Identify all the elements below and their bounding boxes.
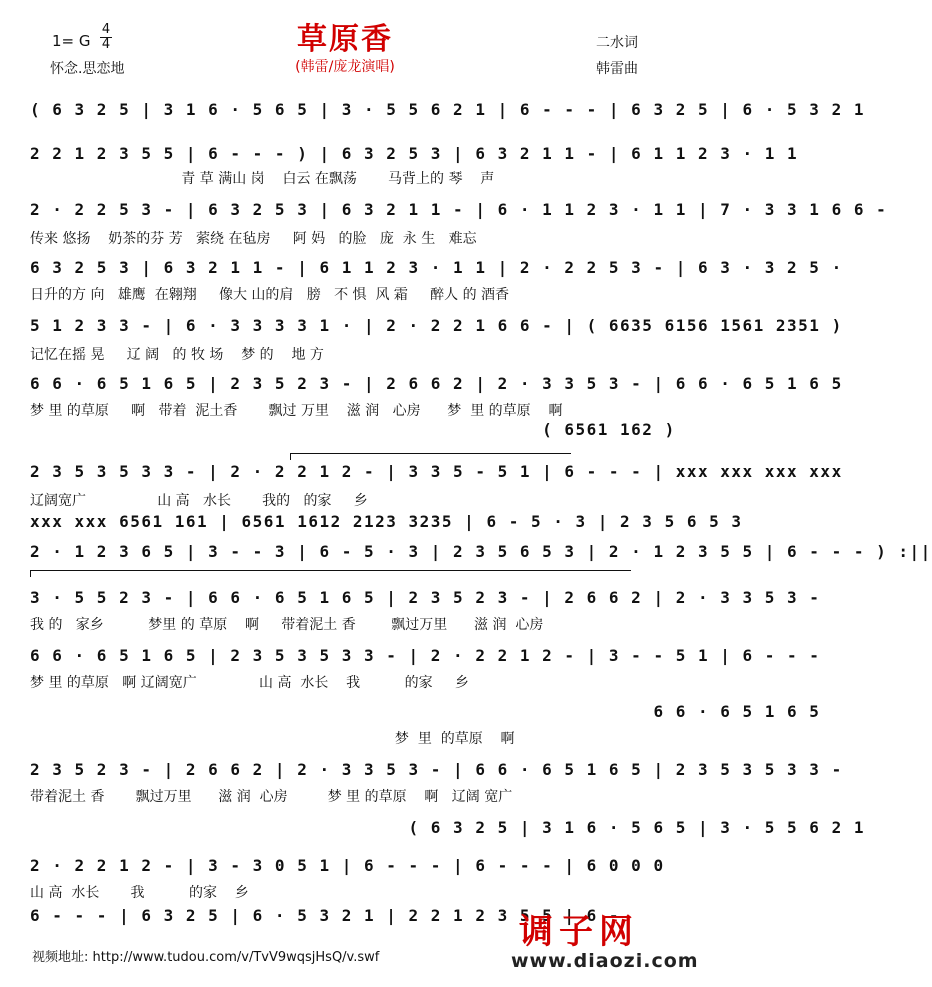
watermark-url: www.diaozi.com bbox=[511, 950, 699, 972]
second-ending-bracket bbox=[30, 570, 631, 577]
watermark-title: 调子网 bbox=[519, 912, 639, 952]
score-row-1-notes: ( 6 3 2 5 | 3 1 6 · 5 6 5 | 3 · 5 5 6 2 1 | 6 - - - | 6 3 2 5 | 6 · 5 3 2 1 bbox=[30, 100, 865, 119]
score-row-9-notes: 2 · 1 2 3 6 5 | 3 - - 3 | 6 - 5 · 3 | 2 3 5 6 5 3 | 2 · 1 2 3 5 5 | 6 - - - ) :|| bbox=[30, 542, 932, 561]
score-row-6-notes: 6 6 · 6 5 1 6 5 | 2 3 5 2 3 - | 2 6 6 2 | 2 · 3 3 5 3 - | 6 6 · 6 5 1 6 5 bbox=[30, 374, 843, 393]
lyricist-credit: 二水词 bbox=[596, 35, 638, 51]
video-address bbox=[32, 946, 379, 965]
singers-credit: (韩雷/庞龙演唱) bbox=[295, 59, 395, 75]
score-row-14-notes: 2 · 2 2 1 2 - | 3 - 3 0 5 1 | 6 - - - | 6 - - - | 6 0 0 0 bbox=[30, 856, 665, 875]
video-address-label: 视频地址: bbox=[32, 950, 89, 965]
score-row-3-notes: 2 · 2 2 5 3 - | 6 3 2 5 3 | 6 3 2 1 1 - | 6 · 1 1 2 3 · 1 1 | 7 · 3 3 1 6 6 - bbox=[30, 200, 888, 219]
score-row-2-lyrics: 青 草 满山 岗 白云 在飘荡 马背上的 琴 声 bbox=[30, 171, 495, 187]
score-row-7-notes: 2 3 5 3 5 3 3 - | 2 · 2 2 1 2 - | 3 3 5 - 5 1 | 6 - - - | xxx xxx xxx xxx bbox=[30, 462, 843, 481]
time-signature-bottom: 4 bbox=[101, 37, 111, 52]
time-signature bbox=[100, 24, 112, 51]
score-row-2-notes: 2 2 1 2 3 5 5 | 6 - - - ) | 6 3 2 5 3 | 6 3 2 1 1 - | 6 1 1 2 3 · 1 1 bbox=[30, 144, 799, 163]
first-ending-bracket bbox=[290, 453, 571, 460]
score-row-3-lyrics: 传来 悠扬 奶茶的芬 芳 萦绕 在毡房 阿 妈 的脸 庞 永 生 难忘 bbox=[30, 231, 477, 247]
score-row-12-notes: 2 3 5 2 3 - | 2 6 6 2 | 2 · 3 3 5 3 - | 6 6 · 6 5 1 6 5 | 2 3 5 3 5 3 3 - bbox=[30, 760, 843, 779]
score-row-10-notes: 3 · 5 5 2 3 - | 6 6 · 6 5 1 6 5 | 2 3 5 2 3 - | 2 6 6 2 | 2 · 3 3 5 3 - bbox=[30, 588, 821, 607]
score-row-13-notes: ( 6 3 2 5 | 3 1 6 · 5 6 5 | 3 · 5 5 6 2 1 bbox=[30, 818, 865, 837]
score-row-10-lyrics: 我 的 家乡 梦里 的 草原 啊 带着泥土 香 飘过万里 滋 润 心房 bbox=[30, 617, 544, 633]
score-row-11-lyrics: 梦 里 的草原 啊 辽阔宽广 山 高 水长 我 的家 乡 bbox=[30, 675, 469, 691]
score-row-5-lyrics: 记忆在摇 晃 辽 阔 的 牧 场 梦 的 地 方 bbox=[30, 347, 324, 363]
video-address-url[interactable]: http://www.tudou.com/v/TvV9wqsjHsQ/v.swf bbox=[92, 950, 380, 965]
score-row-5-notes: 5 1 2 3 3 - | 6 · 3 3 3 3 1 · | 2 · 2 2 1 6 6 - | ( 6635 6156 1561 2351 ) bbox=[30, 316, 843, 335]
score-row-6b-alt-notes: ( 6561 162 ) bbox=[30, 420, 676, 439]
score-row-4-lyrics: 日升的方 向 雄鹰 在翱翔 像大 山的肩 膀 不 惧 风 霜 醉人 的 酒香 bbox=[30, 287, 510, 303]
score-row-4-notes: 6 3 2 5 3 | 6 3 2 1 1 - | 6 1 1 2 3 · 1 1 | 2 · 2 2 5 3 - | 6 3 · 3 2 5 · bbox=[30, 258, 843, 277]
score-row-11b-notes: 6 6 · 6 5 1 6 5 bbox=[30, 702, 821, 721]
expression-marking: 怀念.思恋地 bbox=[50, 61, 125, 77]
song-title: 草原香 bbox=[297, 22, 393, 57]
score-row-11b-lyrics: 梦 里 的草原 啊 bbox=[30, 731, 515, 747]
score-row-11-notes: 6 6 · 6 5 1 6 5 | 2 3 5 3 5 3 3 - | 2 · 2 2 1 2 - | 3 - - 5 1 | 6 - - - bbox=[30, 646, 821, 665]
time-signature-top: 4 bbox=[101, 22, 111, 37]
key-signature: 1= G bbox=[52, 32, 91, 50]
score-row-8-notes: xxx xxx 6561 161 | 6561 1612 2123 3235 | 6 - 5 · 3 | 2 3 5 6 5 3 bbox=[30, 512, 743, 531]
score-row-12-lyrics: 带着泥土 香 飘过万里 滋 润 心房 梦 里 的草原 啊 辽阔 宽广 bbox=[30, 789, 513, 805]
score-row-6-lyrics: 梦 里 的草原 啊 带着 泥土香 飘过 万里 滋 润 心房 梦 里 的草原 啊 bbox=[30, 403, 563, 419]
score-row-14-lyrics: 山 高 水长 我 的家 乡 bbox=[30, 885, 249, 901]
score-row-15-notes: 6 - - - | 6 3 2 5 | 6 · 5 3 2 1 | 2 2 1 2 3 5 5 | 6 - bbox=[30, 906, 621, 925]
composer-credit: 韩雷曲 bbox=[596, 61, 638, 77]
score-row-7-lyrics: 辽阔宽广 山 高 水长 我的 的家 乡 bbox=[30, 493, 368, 509]
